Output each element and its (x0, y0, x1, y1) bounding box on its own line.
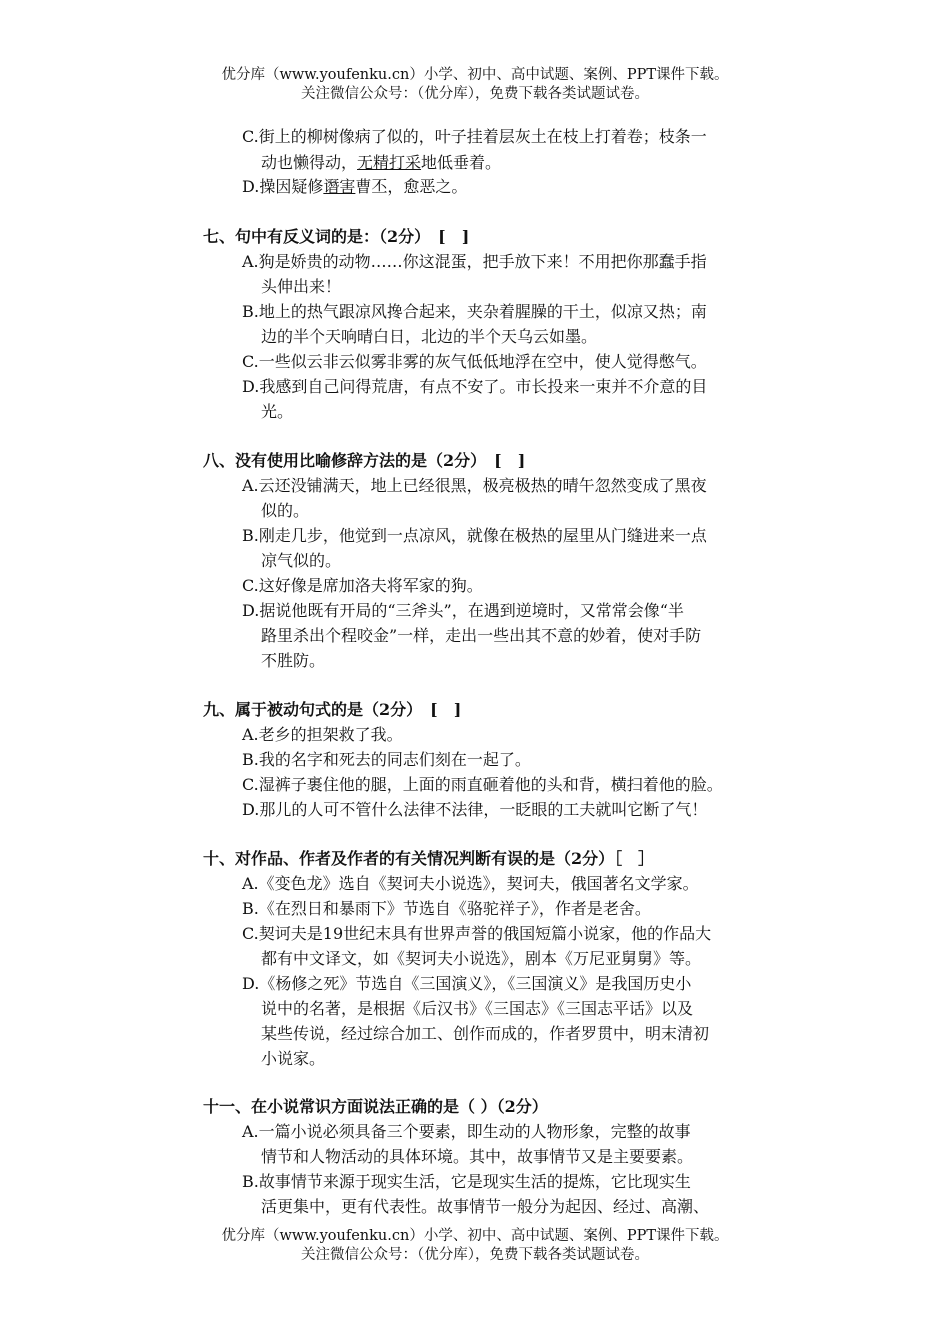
q8-option-a-continued: 似的。 (261, 501, 310, 520)
q7-option-b-continued: 边的半个天响晴白日，北边的半个天乌云如墨。 (261, 327, 598, 346)
q9-option-b: B.我的名字和死去的同志们刻在一起了。 (242, 750, 531, 769)
q8-option-d-continued-2: 不胜防。 (261, 651, 326, 670)
q10-option-d: D.《杨修之死》节选自《三国演义》，《三国演义》是我国历史小 (242, 974, 692, 993)
q7-option-a-continued: 头伸出来！ (261, 277, 342, 296)
footer-line-2: 关注微信公众号：（优分库），免费下载各类试题试卷。 (301, 1247, 649, 1263)
q9-title: 九、属于被动句式的是（2分） [ ] (203, 700, 462, 719)
underlined-phrase: 无精打采 (357, 153, 422, 172)
q6-c-text: 动也懒得动， (261, 153, 358, 172)
q10-option-c: C.契诃夫是19世纪末具有世界声誉的俄国短篇小说家，他的作品大 (242, 924, 712, 943)
q10-option-b: B.《在烈日和暴雨下》节选自《骆驼祥子》，作者是老舍。 (242, 899, 651, 918)
q9-option-a: A.老乡的担架救了我。 (242, 725, 403, 744)
q8-option-d: D.据说他既有开局的“三斧头”，在遇到逆境时，又常常会像“半 (242, 601, 684, 620)
q11-option-b-continued: 活更集中，更有代表性。故事情节一般分为起因、经过、高潮、 (261, 1197, 710, 1216)
q7-option-d: D.我感到自己问得荒唐，有点不安了。市长投来一束并不介意的目 (242, 377, 708, 396)
q11-option-a-continued: 情节和人物活动的具体环境。其中，故事情节又是主要要素。 (261, 1147, 694, 1166)
q11-option-a: A.一篇小说必须具备三个要素，即生动的人物形象，完整的故事 (242, 1122, 691, 1141)
q6-option-c: C.街上的柳树像病了似的，叶子挂着层灰土在枝上打着卷；枝条一 (242, 127, 707, 146)
q7-option-d-continued: 光。 (261, 402, 294, 421)
page-footer (0, 1227, 950, 1265)
q10-title: 十、对作品、作者及作者的有关情况判断有误的是（2分）［ ］ (203, 849, 655, 868)
q8-option-d-continued: 路里杀出个程咬金”一样，走出一些出其不意的妙着，使对手防 (261, 626, 702, 645)
q11-option-b: B.故事情节来源于现实生活，它是现实生活的提炼，它比现实生 (242, 1172, 691, 1191)
footer-line-1: 优分库（www.youfenku.cn）小学、初中、高中试题、案例、PPT课件下载。 (221, 1228, 729, 1244)
q7-option-a: A.狗是娇贵的动物……你这混蛋，把手放下来！不用把你那蠢手指 (242, 252, 707, 271)
q9-option-c: C.湿裤子裹住他的腿，上面的雨直砸着他的头和背，横扫着他的脸。 (242, 775, 723, 794)
q10-option-d-continued-2: 某些传说，经过综合加工、创作而成的，作者罗贯中，明末清初 (261, 1024, 710, 1043)
q7-title: 七、句中有反义词的是：（2分） [ ] (203, 227, 470, 246)
q6-d-text-end: 曹丕，愈恶之。 (355, 177, 468, 196)
page-header (0, 66, 950, 104)
q10-option-d-continued-3: 小说家。 (261, 1049, 326, 1068)
q9-option-d: D.那儿的人可不管什么法律不法律，一眨眼的工夫就叫它断了气！ (242, 800, 708, 819)
header-line-1: 优分库（www.youfenku.cn）小学、初中、高中试题、案例、PPT课件下载。 (221, 67, 729, 83)
underlined-phrase: 谮害 (323, 177, 356, 196)
q7-option-c: C.一些似云非云似雾非雾的灰气低低地浮在空中，使人觉得憋气。 (242, 352, 707, 371)
q10-option-d-continued: 说中的名著，是根据《后汉书》《三国志》《三国志平话》以及 (261, 999, 694, 1018)
q6-option-d (242, 177, 467, 197)
q7-option-b: B.地上的热气跟凉风搀合起来，夹杂着腥臊的干土，似凉又热；南 (242, 302, 707, 321)
header-line-2: 关注微信公众号：（优分库），免费下载各类试题试卷。 (301, 86, 649, 102)
q6-option-c-continued (261, 153, 501, 173)
q8-option-a: A.云还没铺满天，地上已经很黑，极亮极热的晴午忽然变成了黑夜 (242, 476, 707, 495)
q10-option-c-continued: 都有中文译文，如《契诃夫小说选》，剧本《万尼亚舅舅》等。 (261, 949, 702, 968)
q6-c-text-end: 地低垂着。 (421, 153, 502, 172)
q6-d-text: D.操因疑修 (242, 177, 324, 196)
q10-option-a: A.《变色龙》选自《契诃夫小说选》，契诃夫，俄国著名文学家。 (242, 874, 699, 893)
q8-option-c: C.这好像是席加洛夫将军家的狗。 (242, 576, 483, 595)
q8-option-b-continued: 凉气似的。 (261, 551, 342, 570)
q8-option-b: B.刚走几步，他觉到一点凉风，就像在极热的屋里从门缝进来一点 (242, 526, 707, 545)
q8-title: 八、没有使用比喻修辞方法的是（2分） [ ] (203, 451, 526, 470)
q11-title: 十一、在小说常识方面说法正确的是（ ）（2分） (203, 1097, 548, 1116)
